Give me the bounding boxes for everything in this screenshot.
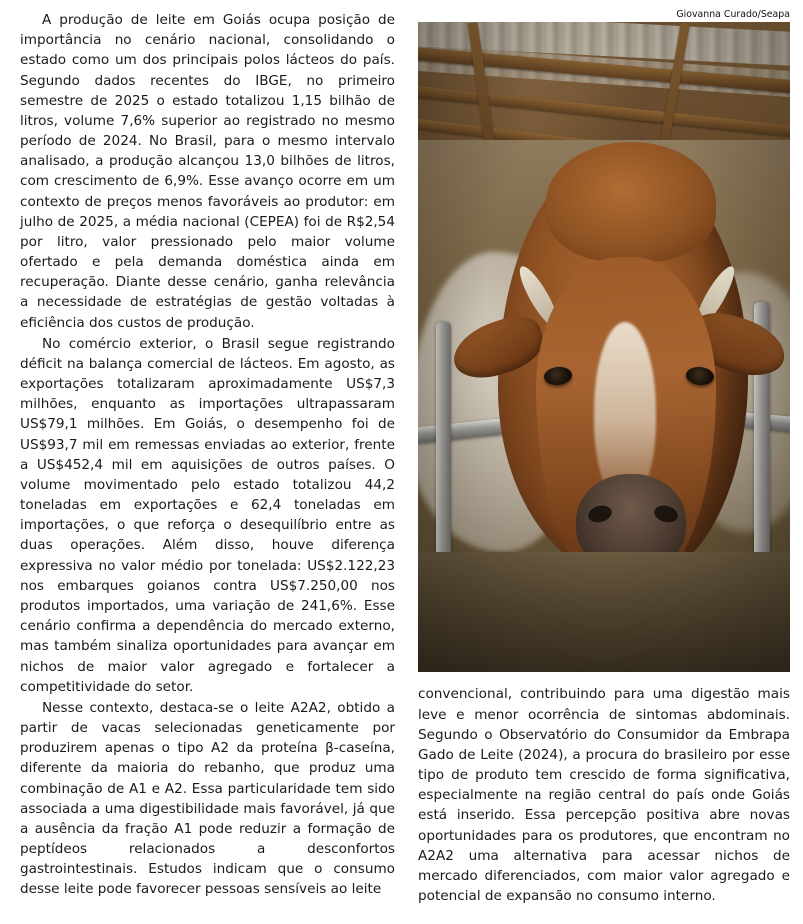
- cow-hump: [546, 142, 716, 262]
- paragraph-4: convencional, contribuindo para uma digestão mais leve e menor ocorrência de sintomas abdominais. Segundo o Observatório do Consumidor da Embrapa Gado de Leite (2024), a procura do brasileiro por esse tipo de produto tem crescido de forma significativa, especialmente na região central do país onde Goiás está inserido. Essa percepção positiva abre novas oportunidades para os produtores, que encontram no A2A2 uma alternativa para acessar nichos de mercado diferenciados, com maior valor agregado e potencial de expansão no consumo interno.: [418, 686, 790, 905]
- dairy-cow-photo: [418, 22, 790, 672]
- paragraph-3: Nesse contexto, destaca-se o leite A2A2, obtido a partir de vacas selecionadas geneticamente por produzirem apenas o tipo A2 da proteína β-caseína, diferente da maioria do rebanho, que produz uma combinação de A1 e A2. Essa particularidade tem sido associada a uma digestibilidade mais favorável, já que a ausência da fração A1 pode reduzir a formação de peptídeos relacionados a desconfortos gastrointestinais. Estudos indicam que o consumo desse leite pode favorecer pessoas sensíveis ao leite: [20, 699, 395, 898]
- photo-credit: Giovanna Curado/Seapa: [676, 9, 790, 20]
- paragraph-2: No comércio exterior, o Brasil segue registrando déficit na balança comercial de lácteos. Em agosto, as exportações totalizaram aproximadamente US$7,3 milhões, enquanto as importações ultrapassaram US$79,1 milhões. Em Goiás, o desempenho foi de US$93,7 mil em remessas enviadas ao exterior, frente a US$452,4 mil em aquisições de outros países. O volume movimentado pelo estado totalizou 44,2 toneladas em exportações e 62,4 toneladas em importações, o que reforça o desequilíbrio entre as duas operações. Além disso, houve diferença expressiva no valor médio por tonelada: US$2.122,23 nos embarques goianos contra US$7.250,00 nos produtos importados, uma variação de 241,6%. Esse cenário confirma a dependência do mercado externo, mas também sinaliza oportunidades para avançar em nichos de maior valor agregado e fortalecer a competitividade do setor.: [20, 335, 395, 695]
- left-text-column: [20, 10, 395, 900]
- photo-floor: [418, 552, 790, 672]
- paragraph-1: A produção de leite em Goiás ocupa posição de importância no cenário nacional, consolidando o estado como um dos principais polos lácteos do país. Segundo dados recentes do IBGE, no primeiro semestre de 2025 o estado totalizou 1,15 bilhão de litros, volume 7,6% superior ao registrado no mesmo período de 2024. No Brasil, para o mesmo intervalo analisado, a produção alcançou 13,0 bilhões de litros, com crescimento de 6,9%. Esse avanço ocorre em um contexto de preços menos favoráveis ao produtor: em julho de 2025, a média nacional (CEPEA) foi de R$2,54 por litro, valor pressionado pelo maior volume ofertado e pela demanda doméstica ainda em recuperação. Diante desse cenário, ganha relevância a necessidade de estratégias de gestão voltadas à eficiência dos custos de produção.: [20, 12, 395, 331]
- right-column: [418, 10, 790, 906]
